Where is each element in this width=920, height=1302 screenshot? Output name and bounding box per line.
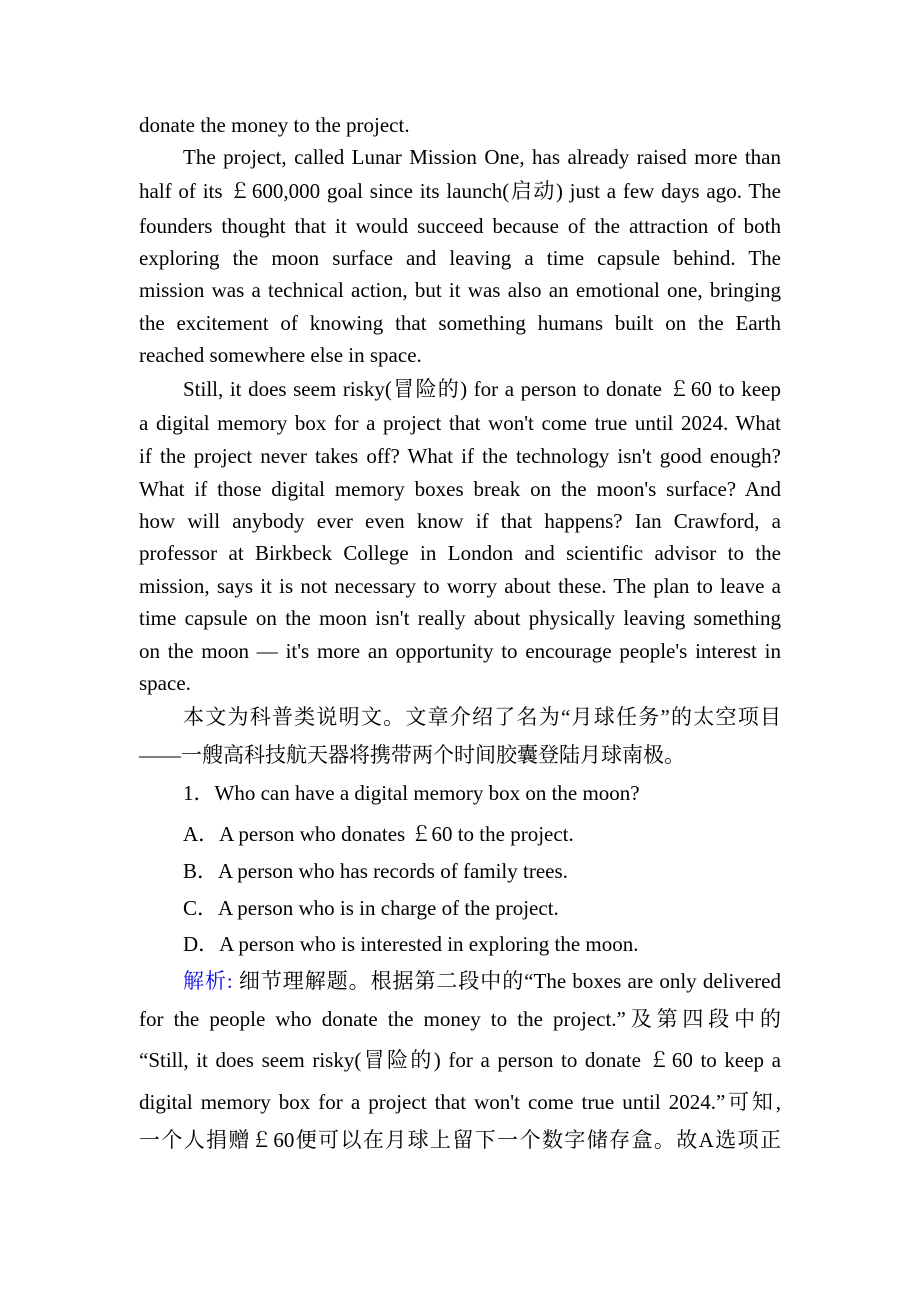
text-line: Still, it does seem risky(冒险的) for a person to donate ￡60 to keep — [183, 377, 781, 401]
analysis-line: digital memory box for a project that won't come true until 2024.”可知, — [139, 1090, 781, 1114]
analysis-line: 一个人捐赠￡60便可以在月球上留下一个数字储存盒。故A选项正 — [139, 1128, 781, 1152]
question-text: 1．Who can have a digital memory box on the moon? — [183, 781, 640, 805]
analysis-first-line — [183, 968, 781, 994]
analysis-label: 解析: — [183, 969, 233, 993]
text-line: space. — [139, 671, 191, 695]
text-line: mission was a technical action, but it was also an emotional one, bringing — [139, 278, 781, 302]
summary-line: 本文为科普类说明文。文章介绍了名为“月球任务”的太空项目 — [183, 705, 781, 729]
text-line: exploring the moon surface and leaving a time capsule behind. The — [139, 246, 781, 270]
text-line: if the project never takes off? What if the technology isn't good enough? — [139, 444, 781, 468]
text-line: What if those digital memory boxes break on the moon's surface? And — [139, 477, 781, 501]
option-b: B．A person who has records of family trees. — [183, 859, 568, 883]
text-line: how will anybody ever even know if that happens? Ian Crawford, a — [139, 509, 781, 533]
text-line: reached somewhere else in space. — [139, 343, 422, 367]
text-line: founders thought that it would succeed because of the attraction of both — [139, 214, 781, 238]
analysis-line: “Still, it does seem risky(冒险的) for a person to donate ￡60 to keep a — [139, 1048, 781, 1072]
option-c: C．A person who is in charge of the project. — [183, 896, 559, 920]
option-d: D．A person who is interested in exploring the moon. — [183, 932, 639, 956]
text-line: mission, says it is not necessary to worry about these. The plan to leave a — [139, 574, 781, 598]
text-line: time capsule on the moon isn't really about physically leaving something — [139, 606, 781, 630]
option-a: A．A person who donates ￡60 to the project. — [183, 822, 574, 846]
text-line: donate the money to the project. — [139, 113, 410, 137]
text-line: professor at Birkbeck College in London and scientific advisor to the — [139, 541, 781, 565]
text-line: the excitement of knowing that something humans built on the Earth — [139, 311, 781, 335]
text-line: The project, called Lunar Mission One, has already raised more than — [183, 145, 781, 169]
text-line: half of its ￡600,000 goal since its launch(启动) just a few days ago. The — [139, 179, 781, 203]
text-line: a digital memory box for a project that won't come true until 2024. What — [139, 411, 781, 435]
analysis-text: 细节理解题。根据第二段中的“The boxes are only delivered — [238, 969, 781, 993]
summary-line: ——一艘高科技航天器将携带两个时间胶囊登陆月球南极。 — [139, 743, 685, 767]
analysis-line: for the people who donate the money to the project.”及第四段中的 — [139, 1007, 781, 1031]
text-line: on the moon — it's more an opportunity to encourage people's interest in — [139, 639, 781, 663]
